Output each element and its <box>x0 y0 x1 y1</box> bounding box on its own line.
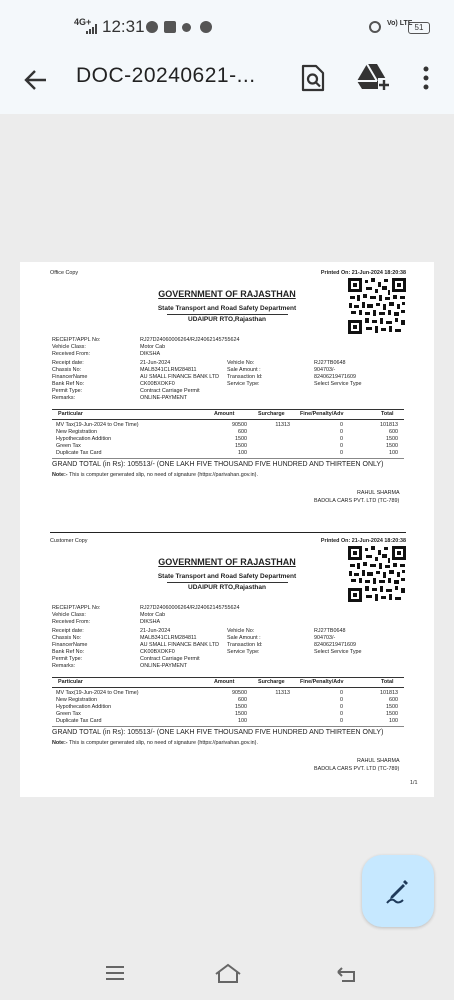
detail-label: Chassis No: <box>52 635 82 641</box>
dept-title: State Transport and Road Safety Department <box>157 305 297 312</box>
detail-label: Remarks: <box>52 395 76 401</box>
table-cell: MV Tax(19-Jun-2024 to One Time) <box>56 690 139 696</box>
table-cell: 1500 <box>235 443 247 449</box>
table-cell: 1500 <box>386 711 398 717</box>
table-cell: 0 <box>340 443 343 449</box>
table-cell: 600 <box>238 697 247 703</box>
network-type: 4G+ <box>74 17 92 27</box>
detail-label: Received From: <box>52 351 91 357</box>
table-cell: Duplicate Tax Card <box>56 718 102 724</box>
detail-value: RJ27TB0648 <box>314 628 346 634</box>
table-header: Amount <box>214 411 235 417</box>
detail-value: ONLINE-PAYMENT <box>140 663 188 669</box>
gov-title: GOVERNMENT OF RAJASTHAN <box>158 557 296 567</box>
table-cell: Hypothecation Addition <box>56 704 112 710</box>
copy-label: Office Copy <box>50 270 79 276</box>
detail-label: FinancerName <box>52 642 88 648</box>
detail-value: RJ27D24060006264/RJ24062145755624 <box>140 337 240 343</box>
signer-org: BADOLA CARS PVT. LTD (TC-789) <box>314 766 400 772</box>
table-cell: 101813 <box>380 422 398 428</box>
detail-value: 82406219471609 <box>314 374 356 380</box>
detail-label: Remarks: <box>52 663 76 669</box>
detail-label: Bank Ref No: <box>52 381 85 387</box>
notification-icon <box>164 21 176 33</box>
detail-label: Received From: <box>52 619 91 625</box>
note-label: Note:- <box>52 740 68 746</box>
detail-value: 21-Jun-2024 <box>140 360 171 366</box>
search-document-icon[interactable] <box>300 64 326 92</box>
receipt-customer-copy <box>20 534 434 784</box>
table-cell: 1500 <box>386 443 398 449</box>
detail-label: Service Type: <box>227 381 260 387</box>
rto-title: UDAIPUR RTO,Rajasthan <box>188 316 266 323</box>
menu-icon[interactable] <box>104 962 126 984</box>
dept-title: State Transport and Road Safety Department <box>157 573 297 580</box>
table-cell: Duplicate Tax Card <box>56 450 102 456</box>
page-indicator: 1/1 <box>410 780 418 786</box>
detail-label: RECEIPT/APPL No: <box>52 337 101 343</box>
table-cell: 0 <box>340 436 343 442</box>
battery-icon: 51 <box>408 22 430 34</box>
volte-indicator: Vo) LTE <box>387 20 413 27</box>
table-header: Particular <box>58 679 83 685</box>
printed-on: Printed On: 21-Jun-2024 18:20:38 <box>320 538 406 544</box>
grand-total: GRAND TOTAL (in Rs): 105513/- (ONE LAKH FIVE THOUSAND FIVE HUNDRED AND THIRTEEN ONLY) <box>52 461 384 468</box>
detail-label: Transaction Id: <box>227 374 263 380</box>
detail-value: CK00BXOKF0 <box>140 381 175 387</box>
table-cell: 0 <box>340 422 343 428</box>
detail-value: Motor Cab <box>140 344 166 350</box>
detail-label: Receipt date: <box>52 628 84 634</box>
detail-value: RJ27D24060006264/RJ24062145755624 <box>140 605 240 611</box>
detail-value: AU SMALL FINANCE BANK LTD <box>140 374 220 380</box>
detail-value: MALB341CLRM284811 <box>140 635 197 641</box>
table-cell: 100 <box>389 450 398 456</box>
annotate-fab-button[interactable] <box>362 855 434 927</box>
detail-value: DIKSHA <box>140 351 161 357</box>
gov-title: GOVERNMENT OF RAJASTHAN <box>158 289 296 299</box>
drive-add-icon[interactable] <box>356 62 390 92</box>
detail-label: Receipt date: <box>52 360 84 366</box>
signer-org: BADOLA CARS PVT. LTD (TC-789) <box>314 498 400 504</box>
edit-pen-icon <box>384 877 412 905</box>
table-cell: Hypothecation Addition <box>56 436 112 442</box>
table-cell: 0 <box>340 718 343 724</box>
detail-label: Bank Ref No: <box>52 649 85 655</box>
table-cell: 90500 <box>232 422 247 428</box>
document-title: DOC-20240621-... <box>76 64 256 87</box>
detail-value: RJ27TB0648 <box>314 360 346 366</box>
detail-value: AU SMALL FINANCE BANK LTD <box>140 642 220 648</box>
table-cell: New Registration <box>56 429 98 435</box>
detail-value: CK00BXOKF0 <box>140 649 175 655</box>
signer-name: RAHUL SHARMA <box>357 490 400 496</box>
table-header: Total <box>381 679 394 685</box>
table-cell: 0 <box>340 429 343 435</box>
detail-value: DIKSHA <box>140 619 161 625</box>
table-header: Surcharge <box>258 679 285 685</box>
table-cell: 0 <box>340 711 343 717</box>
pdf-page <box>20 262 434 797</box>
table-cell: Green Tax <box>56 711 81 717</box>
receipt-office-copy <box>20 262 434 512</box>
table-header: Particular <box>58 411 83 417</box>
table-cell: 0 <box>340 704 343 710</box>
table-cell: 100 <box>238 718 247 724</box>
dot-icon <box>182 23 191 32</box>
detail-label: Permit Type: <box>52 656 83 662</box>
table-cell: 90500 <box>232 690 247 696</box>
table-cell: 1500 <box>386 704 398 710</box>
table-cell: 600 <box>389 429 398 435</box>
table-cell: 0 <box>340 450 343 456</box>
table-header: Fine/Penalty/Adv <box>300 411 344 417</box>
alarm-icon <box>369 21 381 33</box>
detail-label: FinancerName <box>52 374 88 380</box>
table-cell: 100 <box>238 450 247 456</box>
copy-label: Customer Copy <box>50 538 88 544</box>
detail-label: Vehicle No: <box>227 628 255 634</box>
table-cell: 1500 <box>235 711 247 717</box>
table-cell: 11313 <box>275 422 290 428</box>
divider <box>50 532 406 533</box>
table-cell: 1500 <box>386 436 398 442</box>
detail-label: Chassis No: <box>52 367 82 373</box>
detail-label: Vehicle No: <box>227 360 255 366</box>
detail-value: Select Service Type <box>314 381 362 387</box>
table-cell: 600 <box>238 429 247 435</box>
detail-label: RECEIPT/APPL No: <box>52 605 101 611</box>
note-label: Note:- <box>52 472 68 478</box>
printed-on: Printed On: 21-Jun-2024 18:20:38 <box>320 270 406 276</box>
table-cell: 11313 <box>275 690 290 696</box>
detail-value: 21-Jun-2024 <box>140 628 171 634</box>
table-cell: 0 <box>340 697 343 703</box>
table-cell: 1500 <box>235 704 247 710</box>
table-header: Amount <box>214 679 235 685</box>
back-nav-icon[interactable] <box>334 962 358 984</box>
table-cell: 101813 <box>380 690 398 696</box>
detail-value: Contract Carriage Permit <box>140 388 200 394</box>
note-text: This is computer generated slip, no need of signature (https://parivahan.gov.in). <box>69 472 258 478</box>
table-cell: MV Tax(19-Jun-2024 to One Time) <box>56 422 139 428</box>
detail-value: 82406219471609 <box>314 642 356 648</box>
back-arrow-icon[interactable] <box>22 66 50 94</box>
detail-value: MALB341CLRM284811 <box>140 367 197 373</box>
detail-value: 904703/- <box>314 635 336 641</box>
detail-value: Select Service Type <box>314 649 362 655</box>
table-cell: 600 <box>389 697 398 703</box>
table-header: Surcharge <box>258 411 285 417</box>
table-cell: 100 <box>389 718 398 724</box>
grand-total: GRAND TOTAL (in Rs): 105513/- (ONE LAKH FIVE THOUSAND FIVE HUNDRED AND THIRTEEN ONLY) <box>52 729 384 736</box>
detail-value: Contract Carriage Permit <box>140 656 200 662</box>
detail-label: Sale Amount : <box>227 367 261 373</box>
detail-value: Motor Cab <box>140 612 166 618</box>
table-cell: New Registration <box>56 697 98 703</box>
detail-value: ONLINE-PAYMENT <box>140 395 188 401</box>
note-text: This is computer generated slip, no need of signature (https://parivahan.gov.in). <box>69 740 258 746</box>
clock: 12:31 <box>102 17 145 36</box>
detail-label: Sale Amount : <box>227 635 261 641</box>
rto-title: UDAIPUR RTO,Rajasthan <box>188 584 266 591</box>
table-header: Fine/Penalty/Adv <box>300 679 344 685</box>
detail-label: Vehicle Class: <box>52 344 86 350</box>
table-cell: Green Tax <box>56 443 81 449</box>
detail-label: Service Type: <box>227 649 260 655</box>
detail-label: Transaction Id: <box>227 642 263 648</box>
signal-icon <box>86 24 100 34</box>
detail-label: Permit Type: <box>52 388 83 394</box>
table-cell: 0 <box>340 690 343 696</box>
detail-value: 904703/- <box>314 367 336 373</box>
signer-name: RAHUL SHARMA <box>357 758 400 764</box>
table-cell: 1500 <box>235 436 247 442</box>
status-bar <box>0 0 454 56</box>
location-icon <box>146 21 158 33</box>
whatsapp-icon <box>200 21 212 33</box>
table-header: Total <box>381 411 394 417</box>
home-icon[interactable] <box>213 962 243 984</box>
detail-label: Vehicle Class: <box>52 612 86 618</box>
more-vert-icon[interactable] <box>418 64 434 92</box>
